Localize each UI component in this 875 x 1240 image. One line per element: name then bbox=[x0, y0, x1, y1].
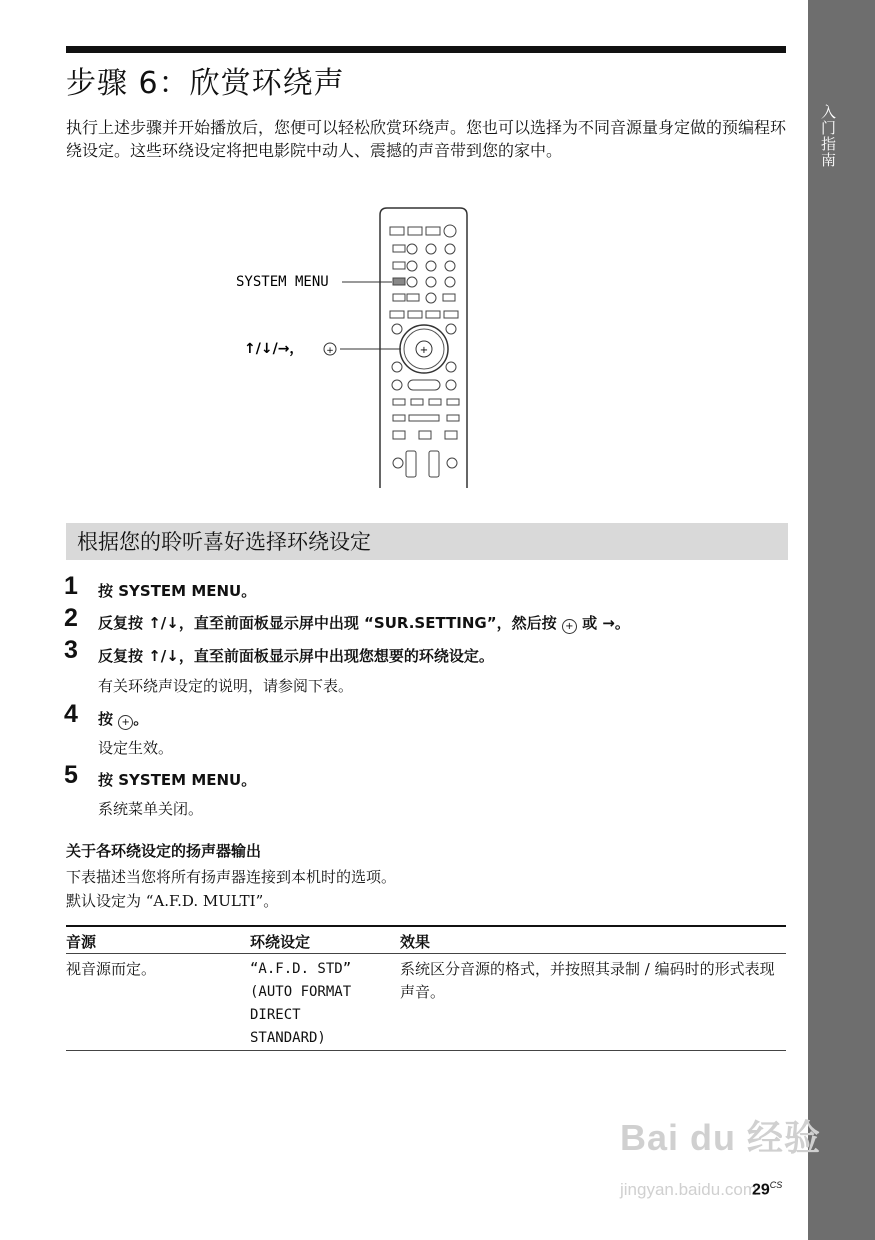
step-4-text bbox=[98, 708, 148, 730]
setting-line: STANDARD) bbox=[250, 1030, 326, 1046]
step-1-text: 按 SYSTEM MENU。 bbox=[98, 582, 257, 600]
subsection-line-2: 默认设定为 “A.F.D. MULTI”。 bbox=[66, 892, 279, 910]
page-number-value: 29 bbox=[752, 1181, 770, 1199]
section-title: 根据您的聆听喜好选择环绕设定 bbox=[77, 530, 371, 554]
watermark-url: jingyan.baidu.com bbox=[620, 1180, 758, 1199]
top-rule bbox=[66, 46, 786, 53]
system-menu-callout: SYSTEM MENU bbox=[236, 274, 329, 290]
setting-line: DIRECT bbox=[250, 1007, 301, 1023]
subsection-line-1: 下表描述当您将所有扬声器连接到本机时的选项。 bbox=[66, 868, 397, 886]
enter-circle-icon: + bbox=[562, 619, 577, 634]
step-2-number: 2 bbox=[64, 604, 78, 632]
step-2-text-b: 或 →。 bbox=[582, 614, 630, 632]
intro-paragraph: 执行上述步骤并开始播放后，您便可以轻松欣赏环绕声。您也可以选择为不同音源量身定做的预编程环绕设定。这些环绕设定将把电影院中动人、震撼的声音带到您的家中。 bbox=[66, 118, 787, 160]
enter-circle-icon: + bbox=[118, 715, 133, 730]
step-1-number: 1 bbox=[64, 572, 78, 600]
page-title: 步骤 6：欣赏环绕声 bbox=[66, 66, 345, 101]
subsection-heading: 关于各环绕设定的扬声器输出 bbox=[66, 842, 262, 860]
table-header-rule bbox=[66, 953, 786, 954]
step-2-text-a: 反复按 ↑/↓，直至前面板显示屏中出现 “SUR.SETTING”，然后按 bbox=[98, 614, 557, 632]
table-cell-effect: 系统区分音源的格式，并按照其录制 / 编码时的形式表现声音。 bbox=[400, 960, 775, 1001]
table-header-source: 音源 bbox=[66, 933, 97, 951]
table-header-effect: 效果 bbox=[400, 933, 431, 951]
svg-text:+: + bbox=[419, 345, 429, 356]
table-header-setting: 环绕设定 bbox=[250, 933, 311, 951]
step-4-number: 4 bbox=[64, 700, 78, 728]
page-number-suffix: CS bbox=[769, 1180, 783, 1190]
step-3-number: 3 bbox=[64, 636, 78, 664]
step-4-sub: 设定生效。 bbox=[98, 739, 174, 757]
watermark-logo: Bai du 经验 bbox=[620, 1117, 822, 1158]
side-tab bbox=[808, 0, 875, 1240]
remote-control-illustration bbox=[230, 205, 480, 495]
step-2-text bbox=[98, 612, 630, 634]
step-3-text: 反复按 ↑/↓，直至前面板显示屏中出现您想要的环绕设定。 bbox=[98, 647, 494, 665]
step-5-sub: 系统菜单关闭。 bbox=[98, 800, 204, 818]
setting-line: (AUTO FORMAT bbox=[250, 984, 352, 1000]
table-cell-setting bbox=[250, 958, 390, 1050]
table-top-rule bbox=[66, 925, 786, 927]
step-4-text-b: 。 bbox=[133, 710, 149, 728]
page-number bbox=[752, 1180, 782, 1199]
step-4-text-a: 按 bbox=[98, 710, 114, 728]
setting-line: “A.F.D. STD” bbox=[250, 961, 352, 977]
arrows-callout: ↑/↓/→， bbox=[244, 341, 304, 357]
table-cell-source: 视音源而定。 bbox=[66, 960, 157, 978]
section-bar bbox=[66, 523, 788, 560]
step-5-number: 5 bbox=[64, 761, 78, 789]
svg-text:+: + bbox=[326, 346, 334, 356]
step-5-text: 按 SYSTEM MENU。 bbox=[98, 771, 257, 789]
step-3-sub: 有关环绕声设定的说明，请参阅下表。 bbox=[98, 677, 354, 695]
side-tab-label: 入门指南 bbox=[819, 104, 837, 168]
table-bottom-rule bbox=[66, 1050, 786, 1051]
